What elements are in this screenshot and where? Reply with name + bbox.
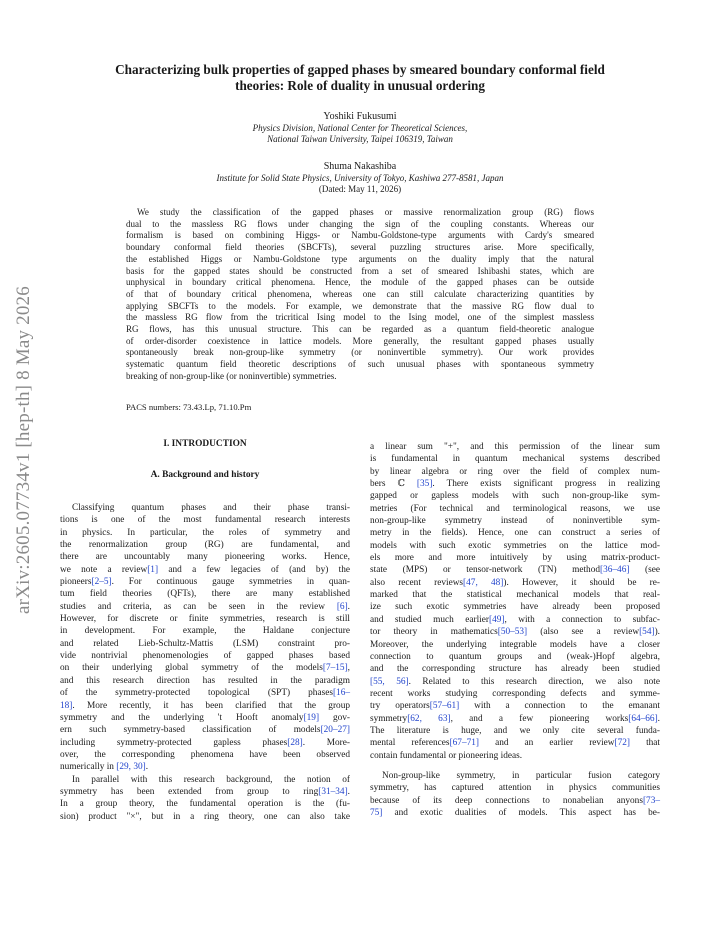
body-text-line: metry in the fields). Hence, one can construct a series of [370, 528, 660, 539]
body-text-line: and studied much earlier[49], with a connection to subfac- [370, 614, 660, 625]
citation-link[interactable]: [62, 63] [407, 713, 451, 724]
citation-link[interactable]: [7–15] [322, 663, 348, 674]
citation-link[interactable]: [16– [332, 688, 350, 699]
title-line-1: Characterizing bulk properties of gapped phases by smeared boundary conformal field [115, 62, 605, 77]
body-text-line: non-group-like symmetry instead of noninvertible sym- [370, 516, 660, 527]
body-text-line: connection to quantum groups and (weak-)Hopf algebra, [370, 651, 660, 662]
author-affiliation: Institute for Solid State Physics, University of Tokyo, Kashiwa 277-8581, Japan [216, 172, 504, 183]
body-text-line: in physics. In particular, the roles of symmetry and [60, 527, 350, 538]
body-text-line: vide nontrivial phenomenologies of gapped phases based [60, 651, 350, 662]
body-text-line: try operators[57–61] with a connection to the emanant [370, 701, 660, 712]
body-text-line: pioneers[2–5]. For continuous gauge symmetries in quan- [60, 577, 350, 588]
abstract-line: of order-disorder coexistence in lattice models. More generally, the resultant gapped phases usually [126, 335, 594, 346]
author-affiliation: National Taiwan University, Taipei 106319, Taiwan [267, 134, 453, 145]
body-text-line: a linear sum "+", and this permission of the linear sum [370, 442, 660, 452]
author-name: Shuma Nakashiba [323, 161, 397, 172]
body-text-line: we note a review[1] and a few legacies of (and by) the [60, 564, 350, 575]
citation-link[interactable]: [57–61] [429, 701, 460, 712]
abstract-line: unphysical in boundary critical phenomena. Hence, the module of the gapped phases can be outside [126, 277, 594, 288]
citation-link[interactable]: [1] [147, 564, 159, 575]
abstract-line: boundary conformal field theories (SBCFTs), several puzzling structures arise. More specifically, [126, 242, 594, 253]
citation-link[interactable]: [67–71] [449, 738, 479, 749]
author-block-2 [100, 161, 620, 196]
body-text-line: bers ℂ [35]. There exists significant progress in realizing [370, 479, 660, 490]
body-text-line: metries (For technical and terminological reasons, we use [370, 503, 660, 514]
body-text-line: models with such exotic symmetries on the lattice mod- [370, 540, 660, 551]
abstract-line: RG flows, has this unusual structure. This can be regarded as a quantum field-theoretic analogue [126, 324, 594, 335]
body-text-line: numerically in [29, 30]. [60, 762, 149, 773]
abstract-line: We study the classification of the gapped phases or massive renormalization group (RG) flows [137, 207, 594, 217]
abstract-line: the established Higgs or Nambu-Goldstone type arguments on the duality imply that the natural [126, 253, 594, 264]
body-text-line: ize such exotic symmetries have already been proposed [370, 602, 660, 613]
abstract-line: dual to the massless RG flows under changing the sign of the coupling constants. Whereas our [126, 218, 594, 229]
left-column [60, 502, 350, 823]
body-text-line: symmetry[62, 63], and a few pioneering works[64–66]. [370, 713, 660, 724]
author-affiliation: Physics Division, National Center for Theoretical Sciences, [252, 122, 468, 133]
section-heading: I. INTRODUCTION [163, 439, 247, 449]
body-text-line: In a group theory, the fundamental operation is the (fu- [60, 799, 350, 810]
body-text-line: the renormalization group (RG) are fundamental, and [60, 540, 350, 551]
citation-link[interactable]: [29, 30] [116, 762, 146, 773]
body-text-line: Classifying quantum phases and their phase transi- [72, 503, 350, 513]
abstract-line: the massless RG flow from the tricritical Ising model to the Ising model, one of the simplest massless [126, 312, 594, 323]
title-line-2: theories: Role of duality in unusual ordering [235, 77, 485, 93]
paragraph-gap [370, 762, 660, 770]
body-text-line: in development. For example, the Haldane conjecture [60, 626, 350, 637]
body-text-line: because of its deep connections to nonabelian anyons[73– [370, 795, 660, 806]
body-text-line: there are uncountably many pioneering works. Hence, [60, 552, 350, 563]
body-text-line: recent works studying corresponding defects and symme- [370, 688, 660, 699]
body-text-line: on their underlying global symmetry of the models[7–15], [60, 663, 350, 674]
citation-link[interactable]: [50–53] [497, 627, 528, 638]
subsection-heading: A. Background and history [150, 470, 260, 480]
arxiv-stamp [12, 240, 36, 660]
citation-link[interactable]: [31–34] [318, 786, 348, 797]
body-text-line: and this research direction has resulted in the paradigm [60, 675, 350, 686]
body-text-line: symmetry has been extended from group to ring[31–34]. [60, 786, 350, 797]
citation-link[interactable]: 75] [370, 807, 383, 818]
citation-link[interactable]: [64–66] [628, 713, 658, 724]
body-text-line: tor theory in mathematics[50–53] (also see a review[54]). [370, 627, 660, 638]
body-text-line: is fundamental in quantum mechanical systems described [370, 454, 660, 465]
abstract-line: applying SBCFTs to the models. For example, we demonstrate that the massive RG flow dual to [126, 300, 594, 311]
citation-link[interactable]: [55, 56] [370, 676, 409, 687]
right-column [370, 441, 660, 819]
body-text-line: In parallel with this research background, the notion of [72, 774, 350, 785]
citation-link[interactable]: [47, 48] [463, 577, 504, 588]
pacs-numbers: PACS numbers: 73.43.Lp, 71.10.Pm [126, 402, 252, 412]
paper-title [50, 62, 670, 93]
abstract-line: spontaneously break non-group-like symmetry (or noninvertible symmetry). Our work provides [126, 347, 594, 358]
body-text-line: contain fundamental or pioneering ideas. [370, 750, 523, 761]
body-text-line: studies and criteria, as can be seen in the review [6]. [60, 601, 350, 612]
body-text-line: Moreover, the underlying integrable models have a closer [370, 639, 660, 650]
body-text-line: sion) product "×", but in a ring theory, one can also take [60, 811, 350, 822]
abstract-line: of that of boundary critical phenomena, whereas one can still calculate characterizing quantities by [126, 288, 594, 299]
abstract-line: basis for the gapped states should be constructed from a set of smeared Ishibashi states, which are [126, 265, 594, 276]
citation-link[interactable]: 18] [60, 700, 73, 711]
body-text-line: and the corresponding structure has already been studied [370, 664, 660, 675]
body-text-line: mental references[67–71] and an earlier review[72] that [370, 738, 661, 749]
citation-link[interactable]: [20–27] [320, 725, 350, 736]
body-text-line: 75] and exotic dualities of models. This aspect has be- [370, 807, 660, 818]
citation-link[interactable]: [49] [488, 614, 505, 625]
citation-link[interactable]: [36–46] [600, 565, 630, 576]
body-text-line: symmetry and the underlying 't Hooft anomaly[19] gov- [60, 712, 350, 723]
body-text-line: 18]. More recently, it has been clarified that the group [60, 700, 350, 711]
body-text-line: [55, 56]. Related to this research direction, we also note [370, 676, 660, 687]
body-text-line: ern such symmetry-based classification of models[20–27] [60, 725, 350, 736]
body-text-line: tions is one of the most fundamental research interests [60, 515, 350, 526]
body-text-line: of the symmetry-protected topological (SPT) phases[16– [60, 688, 350, 699]
body-text-line: Non-group-like symmetry, in particular fusion category [382, 770, 660, 781]
citation-link[interactable]: [35] [416, 479, 433, 490]
body-text-line: The literature is huge, and we only cite several funda- [370, 725, 660, 736]
body-text-line: also recent reviews[47, 48]). However, it should be re- [370, 577, 661, 588]
body-text-line: by linear algebra or ring over the field of complex num- [370, 466, 660, 477]
author-name: Yoshiki Fukusumi [323, 111, 397, 122]
arxiv-stamp-text: arXiv:2605.07734v1 [hep-th] 8 May 2026 [13, 286, 34, 614]
author-block-1 [100, 111, 620, 146]
body-text-line: and related Lieb-Schultz-Mattis (LSM) constraint pro- [60, 638, 350, 649]
citation-link[interactable]: [54] [639, 627, 655, 638]
body-text-line: tum field theories (QFTs), there are many established [60, 589, 350, 600]
citation-link[interactable]: [72] [614, 738, 630, 749]
citation-link[interactable]: [2–5] [91, 577, 112, 588]
citation-link[interactable]: [19] [303, 712, 320, 723]
body-text-line: symmetry, has captured attention in physics communities [370, 783, 660, 794]
abstract-line: systematic quantum field theoretic descriptions of such unusual phases with spontaneous symmetry [126, 359, 594, 370]
abstract-line: formalism is based on combining Higgs- or Nambu-Goldstone-type arguments with Cardy's smeared [126, 230, 594, 241]
date-line: (Dated: May 11, 2026) [318, 184, 402, 195]
body-text-line: including symmetry-protected gapless phases[28]. More- [60, 737, 350, 748]
citation-link[interactable]: [73– [642, 795, 660, 806]
citation-link[interactable]: [6] [336, 601, 348, 612]
body-text-line: marked that the statistical mechanical models that real- [370, 590, 660, 601]
abstract-line: breaking of non-group-like (or noninvertible) symmetries. [126, 370, 337, 381]
body-text-line: state (MPS) or tensor-network (TN) method[36–46] (see [370, 565, 660, 576]
body-text-line: els more and more intuitively by using matrix-product- [370, 553, 660, 564]
body-text-line: However, for discrete or finite symmetries, research is still [60, 614, 350, 625]
abstract [126, 207, 594, 383]
body-text-line: over, the corresponding phenomena have been observed [60, 749, 350, 760]
citation-link[interactable]: [28] [287, 737, 303, 748]
body-text-line: gapped or gapless models with such non-group-like sym- [370, 491, 660, 502]
